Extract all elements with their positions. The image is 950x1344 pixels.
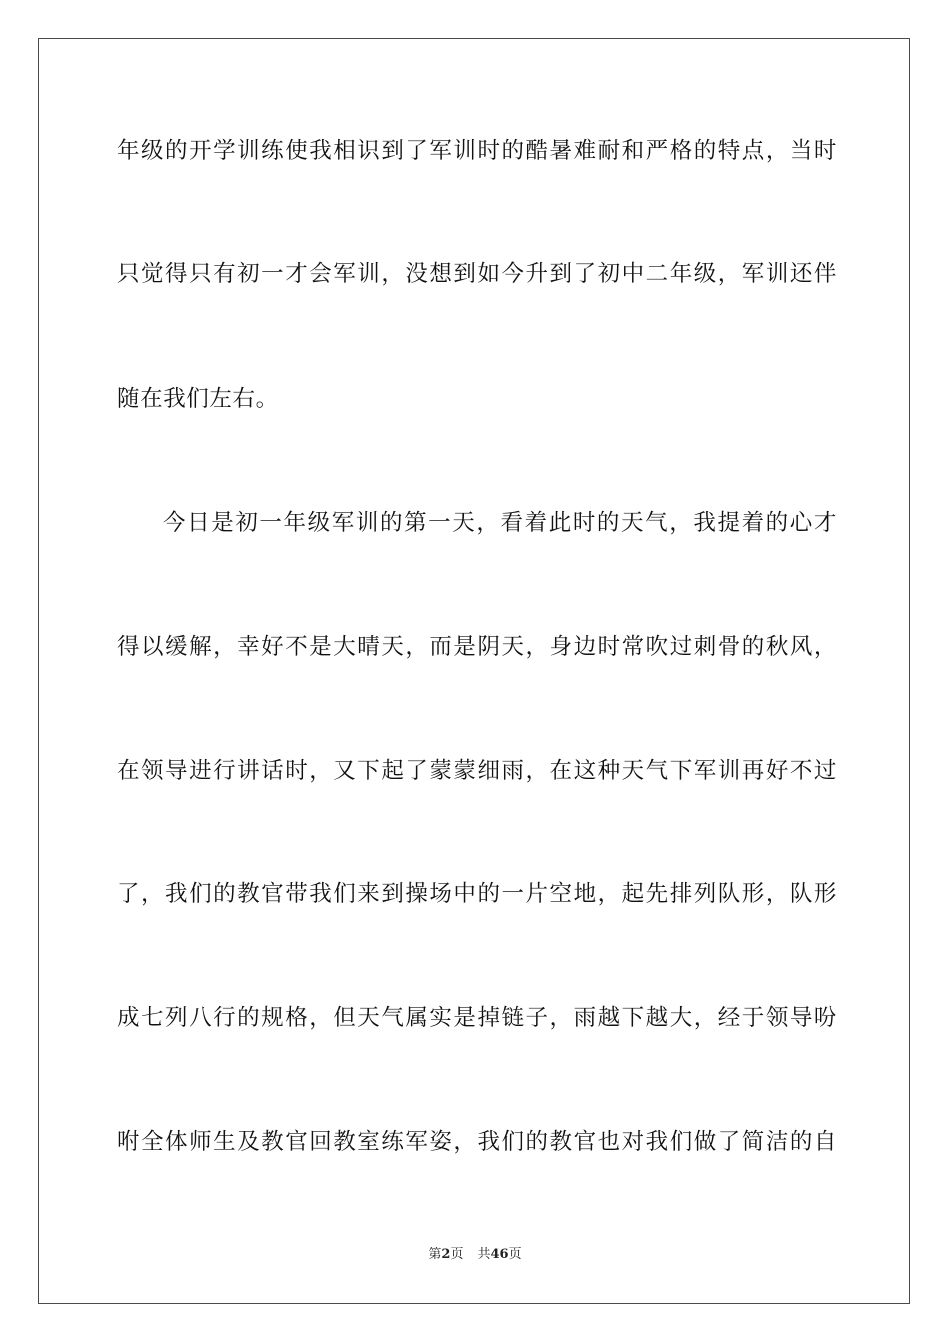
- text-line-8: 成七列八行的规格，但天气属实是掉链子，雨越下越大，经于领导吩: [117, 1005, 837, 1031]
- footer-total-suffix: 页: [508, 1247, 522, 1262]
- footer-total-prefix: 共: [477, 1247, 491, 1262]
- text-line-5: 得以缓解，幸好不是大晴天，而是阴天，身边时常吹过刺骨的秋风，: [117, 634, 837, 660]
- footer-page-suffix: 页: [450, 1247, 464, 1262]
- footer-total-pages: 46: [490, 1247, 509, 1262]
- footer-page-prefix: 第: [428, 1247, 442, 1262]
- text-line-6: 在领导进行讲话时，又下起了蒙蒙细雨，在这种天气下军训再好不过: [117, 758, 837, 784]
- page-footer: [0, 1246, 950, 1264]
- text-line-3: 随在我们左右。: [117, 386, 279, 412]
- text-line-1: 年级的开学训练使我相识到了军训时的酷暑难耐和严格的特点，当时: [117, 138, 837, 164]
- text-line-7: 了，我们的教官带我们来到操场中的一片空地，起先排列队形，队形: [117, 881, 837, 907]
- page-border: [38, 38, 910, 1304]
- text-line-9: 咐全体师生及教官回教室练军姿，我们的教官也对我们做了简洁的自: [117, 1129, 837, 1155]
- text-line-2: 只觉得只有初一才会军训，没想到如今升到了初中二年级，军训还伴: [117, 261, 837, 287]
- text-line-4: 今日是初一年级军训的第一天，看着此时的天气，我提着的心才: [163, 510, 837, 536]
- footer-page-number: 2: [441, 1247, 451, 1262]
